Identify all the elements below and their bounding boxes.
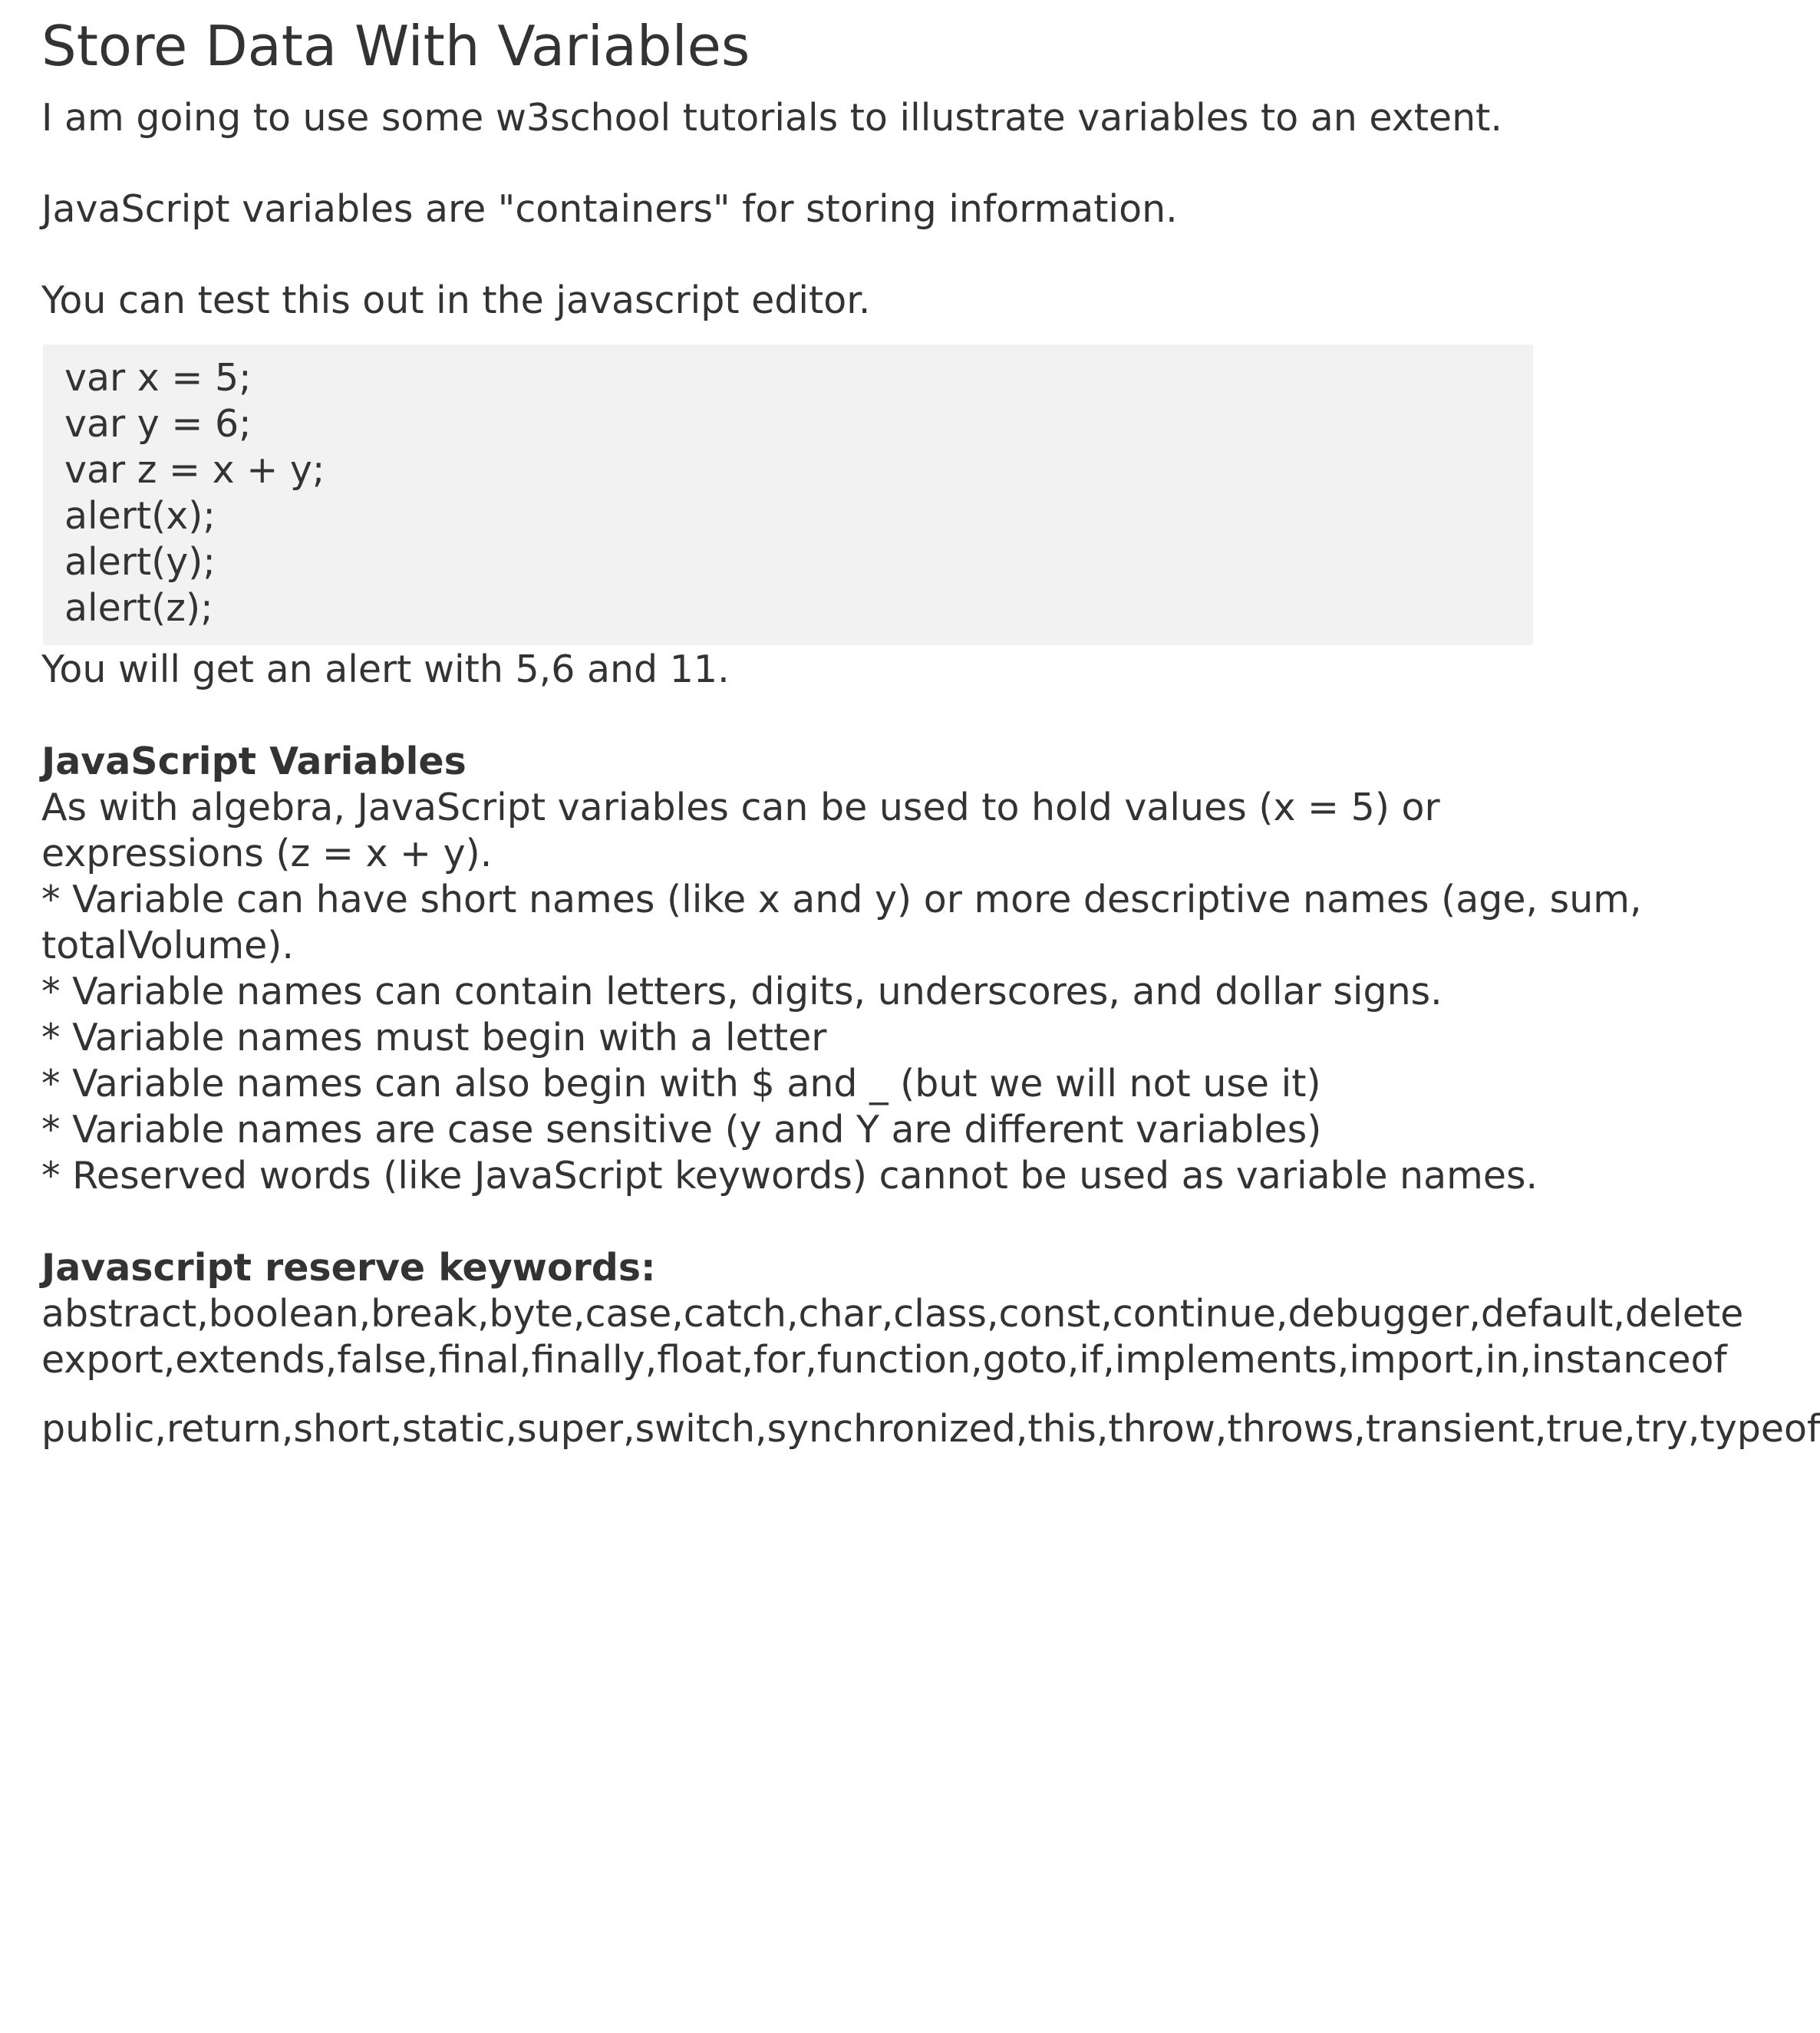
variables-line: * Variable can have short names (like x and y) or more descriptive names (age, sum, [41, 878, 1642, 921]
code-line: alert(y); [64, 540, 216, 584]
variables-line: * Variable names must begin with a letter [41, 1016, 827, 1059]
variables-line: * Variable names can also begin with $ and _ (but we will not use it) [41, 1062, 1321, 1105]
intro-paragraph: I am going to use some w3school tutorials to illustrate variables to an extent. [41, 96, 1502, 140]
keywords-heading: Javascript reserve keywords: [41, 1246, 656, 1290]
variables-line: * Variable names are case sensitive (y and Y are different variables) [41, 1108, 1322, 1152]
code-line: alert(x); [64, 494, 216, 538]
variables-line: totalVolume). [41, 924, 294, 967]
result-text: You will get an alert with 5,6 and 11. [41, 647, 730, 691]
code-line: alert(z); [64, 586, 213, 630]
code-line: var x = 5; [64, 356, 252, 400]
variables-line: * Reserved words (like JavaScript keywords) cannot be used as variable names. [41, 1154, 1538, 1198]
variables-line: As with algebra, JavaScript variables can be used to hold values (x = 5) or [41, 786, 1440, 829]
intro-paragraph: JavaScript variables are "containers" for storing information. [41, 187, 1178, 231]
article [41, 0, 1820, 2033]
keywords-line: public,return,short,static,super,switch,synchronized,this,throw,throws,transient,true,try,typeof [41, 1407, 1820, 1451]
code-line: var z = x + y; [64, 448, 325, 492]
intro-paragraph: You can test this out in the javascript editor. [41, 278, 871, 322]
variables-line: expressions (z = x + y). [41, 832, 493, 875]
keywords-line: abstract,boolean,break,byte,case,catch,char,class,const,continue,debugger,default,delete [41, 1292, 1744, 1336]
page-title: Store Data With Variables [41, 14, 750, 78]
code-line: var y = 6; [64, 402, 252, 446]
variables-line: * Variable names can contain letters, digits, underscores, and dollar signs. [41, 970, 1442, 1013]
code-block [43, 344, 1533, 645]
variables-heading: JavaScript Variables [41, 740, 467, 783]
keywords-line: export,extends,false,final,finally,float,for,function,goto,if,implements,import,in,instanceof [41, 1338, 1727, 1382]
